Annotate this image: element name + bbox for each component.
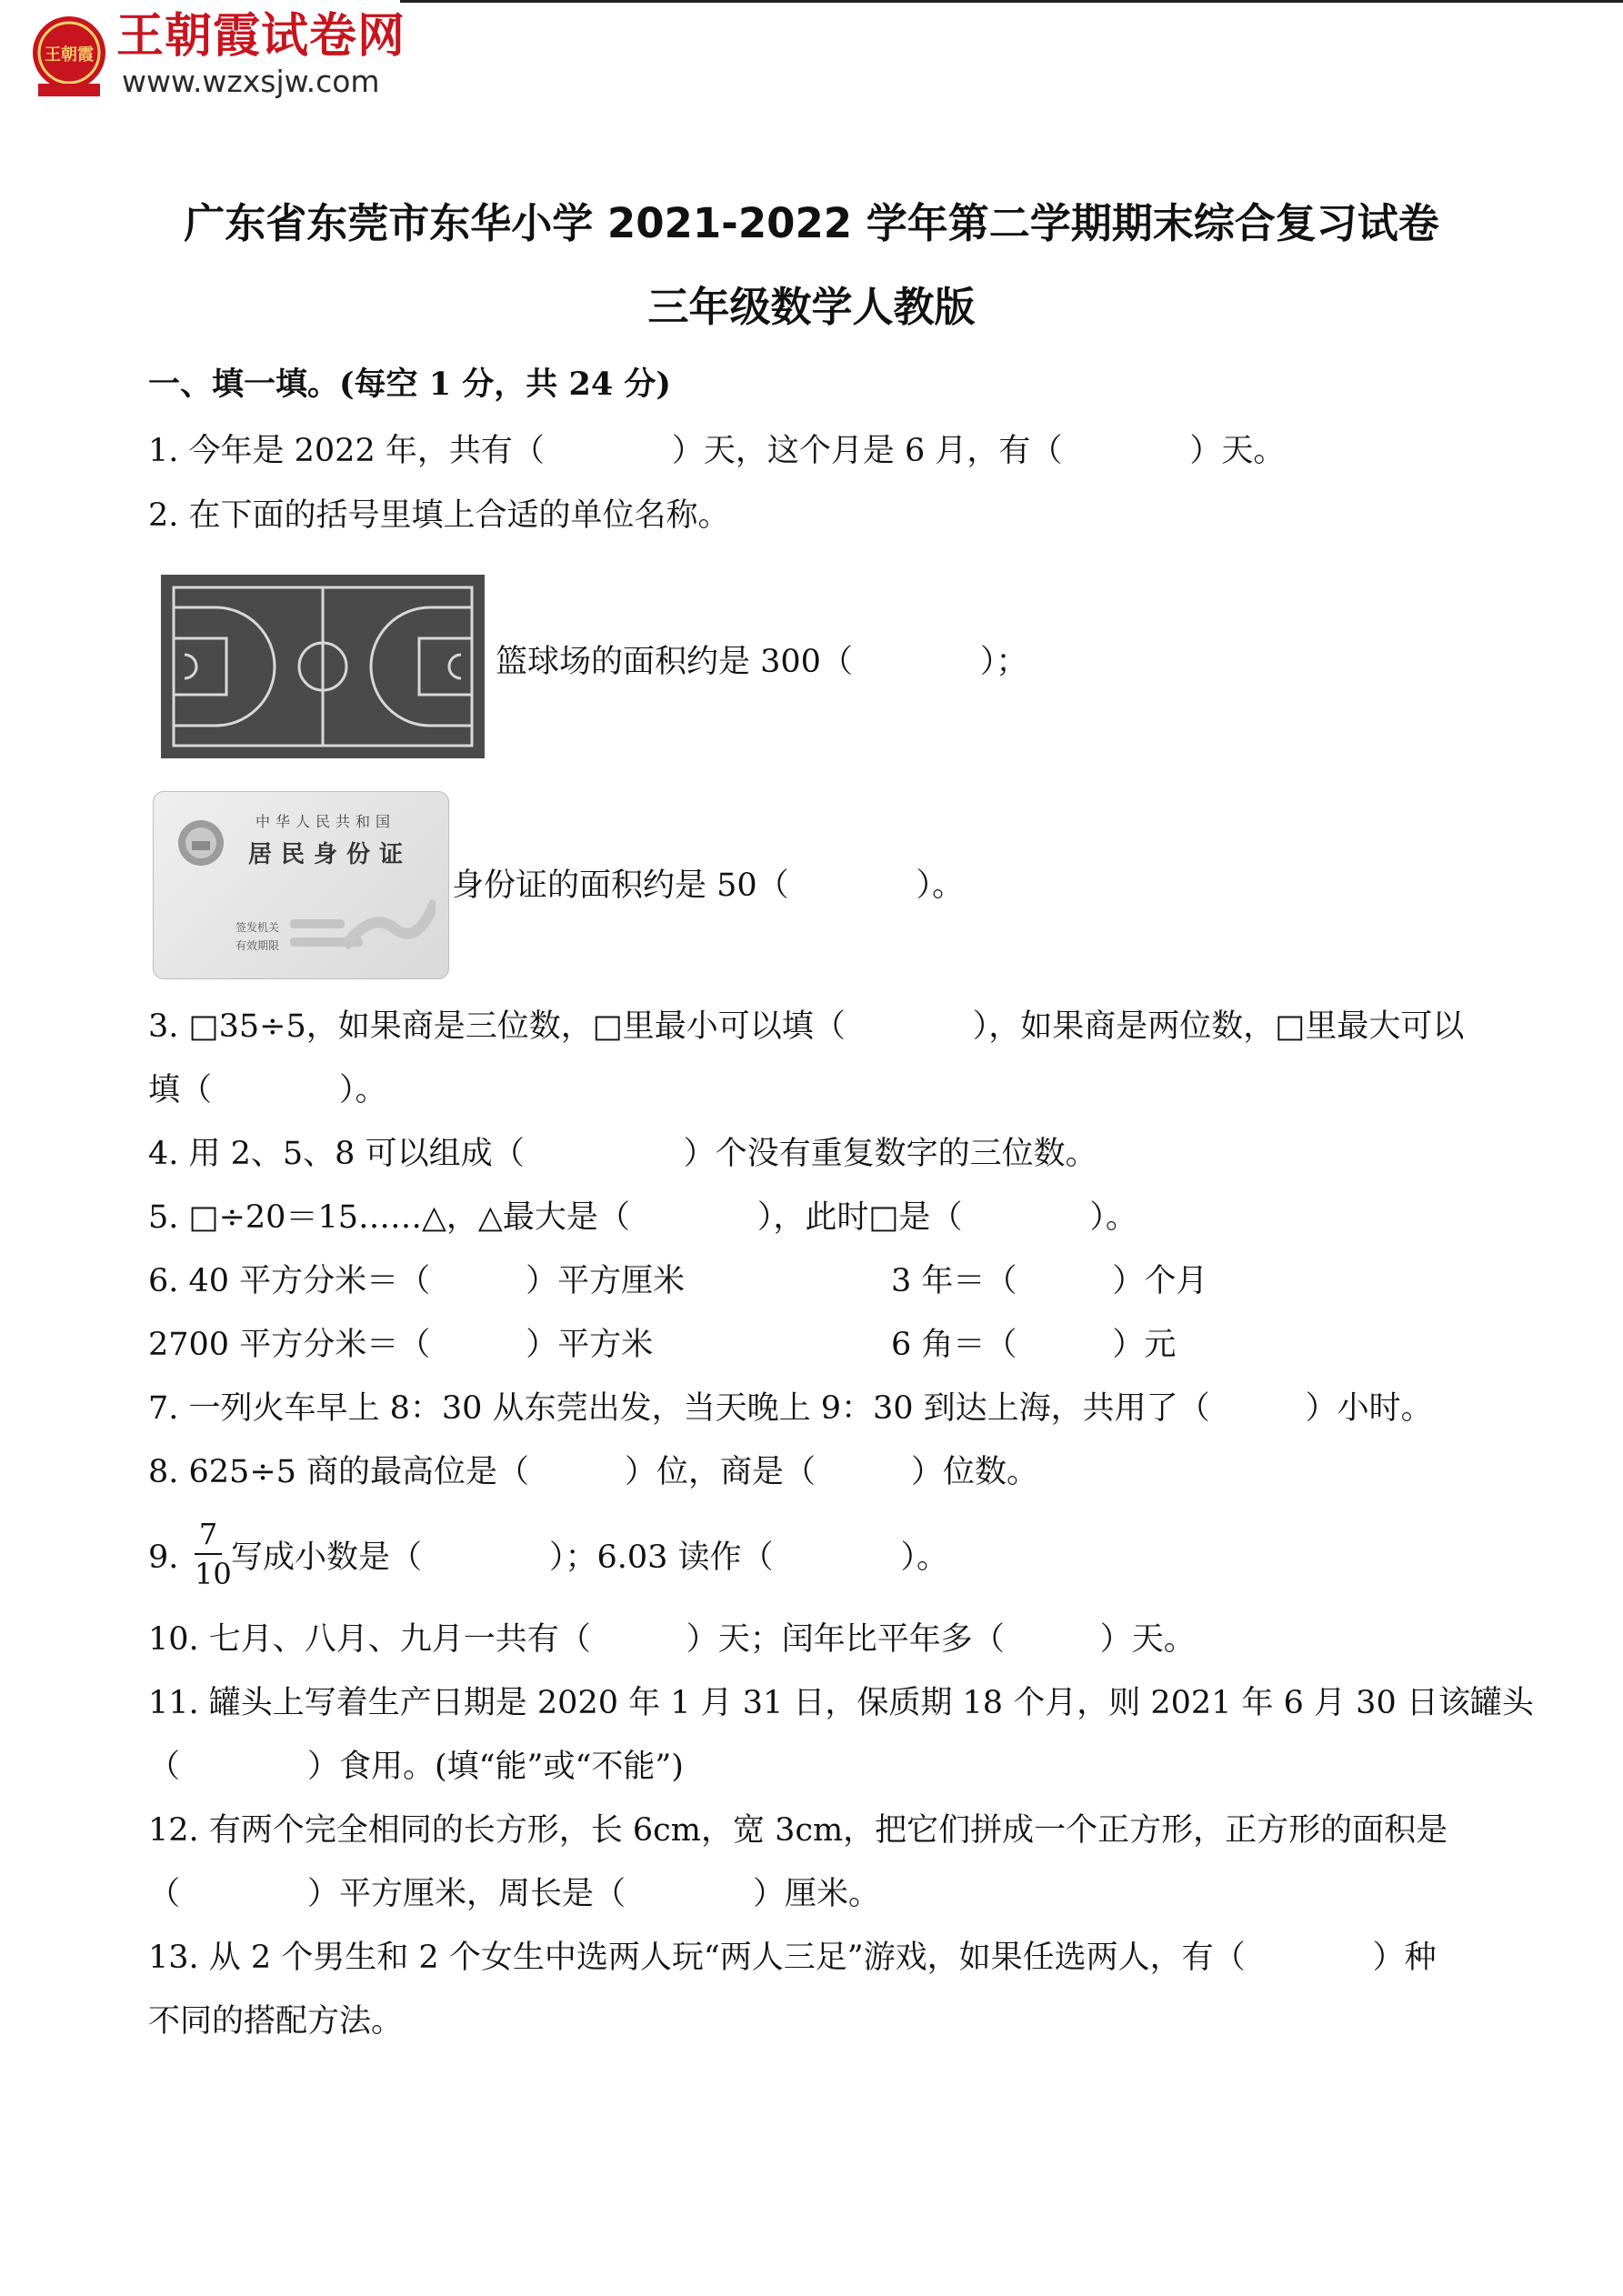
question-13-line-1: 13. 从 2 个男生和 2 个女生中选两人玩“两人三足”游戏，如果任选两人，有（ ）种 (148, 1940, 1437, 1976)
question-9-text: 写成小数是（ ）；6.03 读作（ ）。 (231, 1539, 949, 1576)
id-card-blur-1 (290, 919, 345, 928)
id-card-field-1: 签发机关 (235, 921, 280, 934)
question-10: 10. 七月、八月、九月一共有（ ）天；闰年比平年多（ ）天。 (148, 1621, 1196, 1658)
fraction-denominator: 10 (195, 1557, 232, 1591)
question-11-line-2: （ ）食用。(填“能”或“不能”) (148, 1749, 684, 1785)
logo-url: www.wzxsjw.com (122, 64, 380, 99)
question-1: 1. 今年是 2022 年，共有（ ）天，这个月是 6 月，有（ ）天。 (148, 433, 1286, 469)
question-6-b2: 6 角＝（ ）元 (891, 1327, 1177, 1363)
question-7: 7. 一列火车早上 8：30 从东莞出发，当天晚上 9：30 到达上海，共用了（ ）小时。 (148, 1390, 1433, 1427)
question-6-a2: 3 年＝（ ）个月 (891, 1263, 1208, 1299)
national-emblem-icon (175, 817, 226, 868)
top-rule (400, 0, 1623, 3)
question-3-line-2: 填（ ）。 (148, 1072, 387, 1108)
id-card-image (153, 791, 449, 979)
logo-badge-icon (25, 13, 113, 100)
question-2-court: 篮球场的面积约是 300（ ）； (496, 644, 1028, 680)
id-card-field-2: 有效期限 (235, 939, 280, 952)
question-9-number: 9. (148, 1539, 179, 1576)
question-13-line-2: 不同的搭配方法。 (148, 2003, 404, 2040)
question-5: 5. □÷20＝15……△，△最大是（ ），此时□是（ ）。 (148, 1199, 1137, 1236)
question-12-line-1: 12. 有两个完全相同的长方形，长 6cm，宽 3cm，把它们拼成一个正方形，正方形的面积是 (148, 1812, 1448, 1849)
logo-badge-text: 王朝霞 (45, 45, 94, 65)
question-4: 4. 用 2、5、8 可以组成（ ）个没有重复数字的三位数。 (148, 1136, 1097, 1172)
id-card-header: 中华人民共和国 (255, 813, 396, 830)
question-3-line-1: 3. □35÷5，如果商是三位数，□里最小可以填（ ），如果商是两位数，□里最大可以 (148, 1008, 1465, 1045)
question-2: 2. 在下面的括号里填上合适的单位名称。 (148, 497, 730, 534)
fraction-numerator: 7 (198, 1517, 218, 1551)
question-2-id: 身份证的面积约是 50（ ）。 (452, 867, 965, 904)
fraction-bar (195, 1553, 222, 1555)
question-6-b1: 2700 平方分米＝（ ）平方米 (148, 1327, 654, 1363)
section-heading: 一、填一填。(每空 1 分，共 24 分) (148, 366, 671, 403)
question-8: 8. 625÷5 商的最高位是（ ）位，商是（ ）位数。 (148, 1454, 1039, 1490)
question-9-fraction (195, 1517, 232, 1591)
page-subtitle: 三年级数学人教版 (647, 283, 976, 331)
id-card-title: 居民身份证 (248, 841, 413, 868)
basketball-court-image (161, 575, 485, 758)
logo-name: 王朝霞试卷网 (116, 9, 406, 64)
question-12-line-2: （ ）平方厘米，周长是（ ）厘米。 (148, 1876, 881, 1912)
question-11-line-1: 11. 罐头上写着生产日期是 2020 年 1 月 31 日，保质期 18 个月，则 2021 年 6 月 30 日该罐头 (148, 1685, 1534, 1721)
great-wall-watermark-icon (345, 883, 436, 956)
page-title: 广东省东莞市东华小学 2021-2022 学年第二学期期末综合复习试卷 (184, 199, 1439, 247)
question-6-a1: 6. 40 平方分米＝（ ）平方厘米 (148, 1263, 686, 1299)
